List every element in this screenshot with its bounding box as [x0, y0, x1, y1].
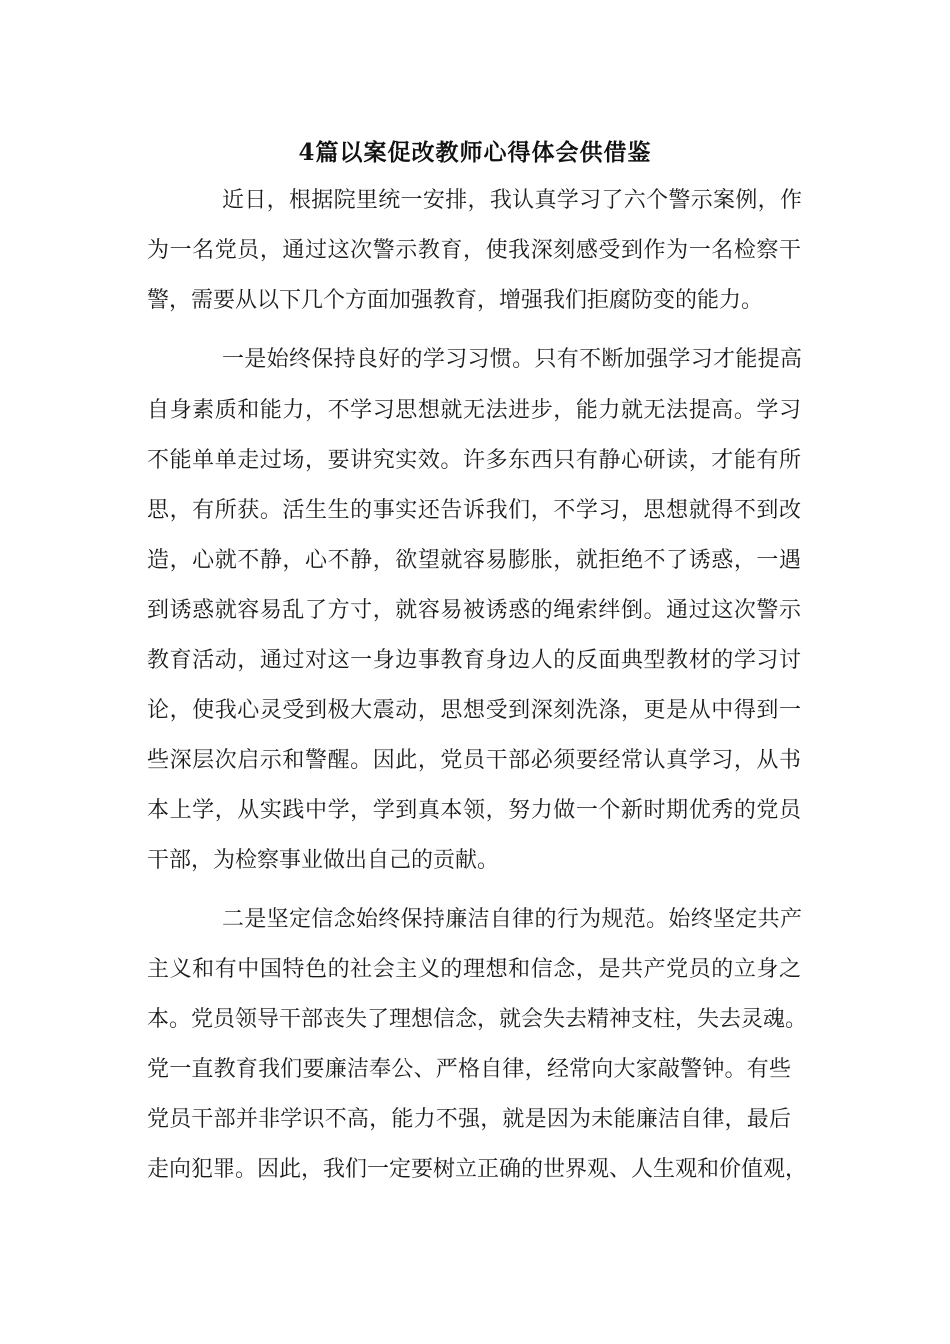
text-line — [0, 1105, 950, 1135]
text-line-content: 二是坚定信念始终保持廉洁自律的行为规范。始终坚定共产 — [222, 907, 802, 932]
text-line — [0, 286, 950, 316]
text-line — [0, 696, 950, 726]
text-line-content: 不能单单走过场，要讲究实效。许多东西只有静心研读，才能有所 — [147, 448, 801, 473]
text-line — [0, 1055, 950, 1085]
text-line-content: 一是始终保持良好的学习习惯。只有不断加强学习才能提高 — [222, 347, 802, 372]
text-line-content: 本。党员领导干部丧失了理想信念，就会失去精神支柱，失去灵魂。 — [147, 1007, 808, 1032]
text-line — [0, 955, 950, 985]
text-line-content: 干部，为检察事业做出自己的贡献。 — [147, 848, 500, 873]
text-line — [0, 496, 950, 526]
text-line-content: 思，有所获。活生生的事实还告诉我们，不学习，思想就得不到改 — [147, 498, 801, 523]
text-line-content: 近日，根据院里统一安排，我认真学习了六个警示案例，作 — [222, 188, 802, 213]
text-line — [0, 646, 950, 676]
document-title: 4篇以案促改教师心得体会供借鉴 — [298, 139, 652, 166]
text-line — [0, 186, 950, 216]
text-line — [0, 396, 950, 426]
text-line-content: 走向犯罪。因此，我们一定要树立正确的世界观、人生观和价值观， — [147, 1157, 808, 1182]
text-line — [0, 446, 950, 476]
text-line-content: 论，使我心灵受到极大震动，思想受到深刻洗涤，更是从中得到一 — [147, 698, 801, 723]
text-line — [0, 905, 950, 935]
text-line-content: 主义和有中国特色的社会主义的理想和信念，是共产党员的立身之 — [147, 957, 801, 982]
text-line-content: 党一直教育我们要廉洁奉公、严格自律，经常向大家敲警钟。有些 — [147, 1057, 791, 1082]
text-line — [0, 546, 950, 576]
text-line — [0, 1005, 950, 1035]
text-line-content: 党员干部并非学识不高，能力不强，就是因为未能廉洁自律，最后 — [147, 1107, 791, 1132]
text-line-content: 到诱惑就容易乱了方寸，就容易被诱惑的绳索绊倒。通过这次警示 — [147, 598, 801, 623]
text-line — [0, 596, 950, 626]
text-line — [0, 746, 950, 776]
text-line-content: 本上学，从实践中学，学到真本领，努力做一个新时期优秀的党员 — [147, 798, 801, 823]
text-line-content: 些深层次启示和警醒。因此，党员干部必须要经常认真学习，从书 — [147, 748, 801, 773]
text-line-content: 警，需要从以下几个方面加强教育，增强我们拒腐防变的能力。 — [147, 288, 764, 313]
text-line — [0, 846, 950, 876]
text-line — [0, 796, 950, 826]
text-line-content: 造，心就不静，心不静，欲望就容易膨胀，就拒绝不了诱惑，一遇 — [147, 548, 801, 573]
text-line — [0, 236, 950, 266]
text-line-content: 为一名党员，通过这次警示教育，使我深刻感受到作为一名检察干 — [147, 238, 801, 263]
text-line — [0, 345, 950, 375]
text-line-content: 教育活动，通过对这一身边事教育身边人的反面典型教材的学习讨 — [147, 648, 801, 673]
text-line-content: 自身素质和能力，不学习思想就无法进步，能力就无法提高。学习 — [147, 398, 801, 423]
text-line — [0, 1155, 950, 1185]
